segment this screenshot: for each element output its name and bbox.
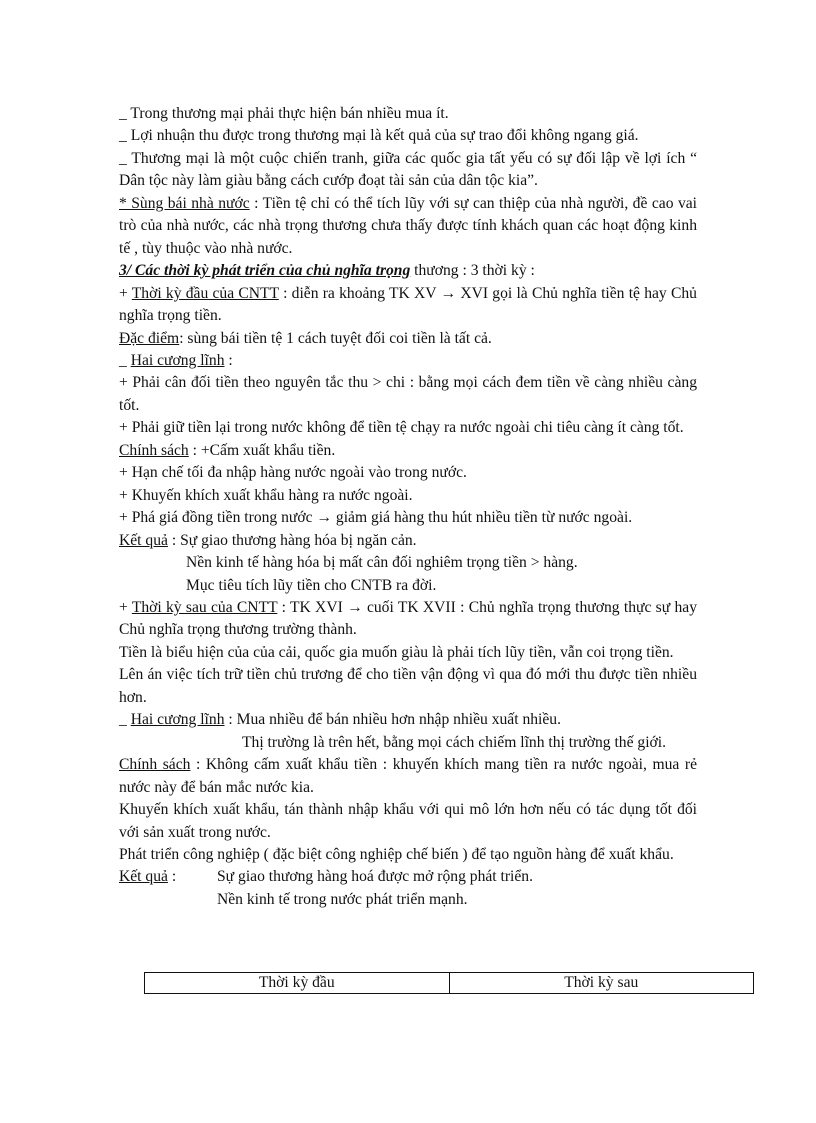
section-3-heading (119, 260, 697, 282)
line-condemn-hoarding: Lên án việc tích trữ tiền chủ trương để cho tiền vận động vì qua đó mới thu được tiền nhiều hơn. (119, 666, 697, 706)
line-profit-unequal-exchange: _ Lợi nhuận thu được trong thương mại là kết quả của sự trao đổi không ngang giá. (119, 127, 639, 145)
line-keep-money: + Phải giữ tiền lại trong nước không để tiền tệ chạy ra nước ngoài chi tiêu càng ít càng tốt. (119, 419, 684, 437)
table-header-late: Thời kỳ sau (564, 974, 639, 991)
policy-heading-2: Chính sách (119, 756, 191, 774)
bullet-plus-2: + (119, 598, 132, 616)
line-early-period (119, 283, 697, 328)
bullet-dash-2: _ (119, 711, 131, 729)
characteristics-heading: Đặc điểm (119, 329, 180, 347)
table-header-early: Thời kỳ đầu (145, 973, 450, 993)
line-trade-sell-more: _ Trong thương mại phải thực hiện bán nhiều mua ít. (119, 105, 449, 122)
result-text-1: : Sự giao thương hàng hóa bị ngăn cản. (167, 531, 417, 549)
line-economy-growth: Nền kinh tế trong nước phát triển mạnh. (217, 890, 468, 908)
state-worship-heading: * Sùng bái nhà nước (119, 194, 250, 212)
early-period-text: : diễn ra khoảng TK XV → XVI gọi là Chủ nghĩa tiền tệ hay Chủ nghĩa trọng tiền. (119, 284, 697, 325)
line-economy-imbalance: Nền kinh tế hàng hóa bị mất cân đối nghiêm trọng tiền > hàng. (186, 554, 578, 572)
two-principles-heading-1: Hai cương lĩnh (130, 351, 225, 369)
late-period-text: : TK XVI → cuối TK XVII : Chủ nghĩa trọng thương thực sự hay Chủ nghĩa trọng thương trường thành. (119, 598, 697, 639)
result-label-2 (119, 866, 217, 888)
line-limit-imports: + Hạn chế tối đa nhập hàng nước ngoài vào trong nước. (119, 464, 467, 482)
result-colon-2: : (167, 868, 177, 886)
policy-heading-1: Chính sách (119, 441, 189, 459)
line-money-wealth: Tiền là biểu hiện của của cải, quốc gia muốn giàu là phải tích lũy tiền, vẫn coi trọng tiền. (119, 643, 674, 661)
two-principles-colon-1: : (224, 351, 233, 369)
policy-text-1: : +Cấm xuất khẩu tiền. (188, 441, 336, 459)
line-develop-industry: Phát triển công nghiệp ( đặc biệt công nghiệp chế biến ) để tạo nguồn hàng để xuất khẩu. (119, 845, 674, 863)
line-state-worship (119, 193, 697, 260)
line-late-period (119, 597, 697, 642)
line-two-principles-2 (119, 709, 697, 731)
line-result-2 (119, 866, 697, 888)
line-market-first: Thị trường là trên hết, bằng mọi cách chiếm lĩnh thị trường thế giới. (242, 733, 667, 751)
policy-text-2: : Không cấm xuất khẩu tiền : khuyến khích mang tiền ra nước ngoài, mua rẻ nước này để bán mắc nước kia. (119, 756, 697, 796)
two-principles-heading-2: Hai cương lĩnh (130, 711, 225, 729)
line-two-principles-1 (119, 350, 697, 372)
result-text-2: Sự giao thương hàng hoá được mở rộng phát triển. (217, 868, 534, 886)
section-3-title: 3/ Các thời kỳ phát triển của chủ nghĩa trọng (119, 262, 411, 280)
state-worship-text: : Tiền tệ chỉ có thể tích lũy với sự can thiệp của nhà người, đề cao vai trò của nhà nước, các nhà trọng thương chưa thấy được tính khách quan các hoạt động kinh tế , tùy thuộc vào nhà nước. (119, 194, 697, 257)
line-encourage-exports: + Khuyến khích xuất khẩu hàng ra nước ngoài. (119, 486, 413, 504)
characteristics-text: : sùng bái tiền tệ 1 cách tuyệt đối coi tiền là tất cả. (179, 329, 492, 347)
line-balance-money: + Phải cân đối tiền theo nguyên tắc thu > chi : bằng mọi cách đem tiền về càng nhiều càng tốt. (119, 374, 697, 414)
result-heading-1: Kết quả (119, 531, 168, 549)
document-body (119, 103, 697, 911)
line-characteristics (119, 328, 697, 350)
early-period-heading: Thời kỳ đầu của CNTT (131, 284, 279, 302)
line-policy-1 (119, 440, 697, 462)
line-encourage-export-import: Khuyến khích xuất khẩu, tán thành nhập khẩu với qui mô lớn hơn nếu có tác dụng tốt đối với sản xuất trong nước. (119, 801, 697, 841)
bullet-plus: + (119, 284, 132, 302)
section-3-title-rest: thương : 3 thời kỳ : (410, 262, 535, 280)
line-policy-2 (119, 754, 697, 799)
line-trade-is-war: _ Thương mại là một cuộc chiến tranh, giữa các quốc gia tất yếu có sự đối lập về lợi ích “ Dân tộc này làm giàu bằng cách cướp đoạt tài sản của dân tộc kia”. (119, 149, 697, 190)
line-result-1 (119, 530, 697, 552)
line-devalue-currency: + Phá giá đồng tiền trong nước → giảm giá hàng thu hút nhiều tiền từ nước ngoài. (119, 509, 633, 527)
result-heading-2: Kết quả (119, 868, 168, 886)
line-accumulation-goal: Mục tiêu tích lũy tiền cho CNTB ra đời. (186, 576, 437, 594)
two-principles-text-2: : Mua nhiều để bán nhiều hơn nhập nhiều xuất nhiều. (224, 711, 562, 729)
comparison-table-header (144, 972, 754, 994)
late-period-heading: Thời kỳ sau của CNTT (131, 598, 278, 616)
bullet-dash: _ (119, 351, 131, 369)
